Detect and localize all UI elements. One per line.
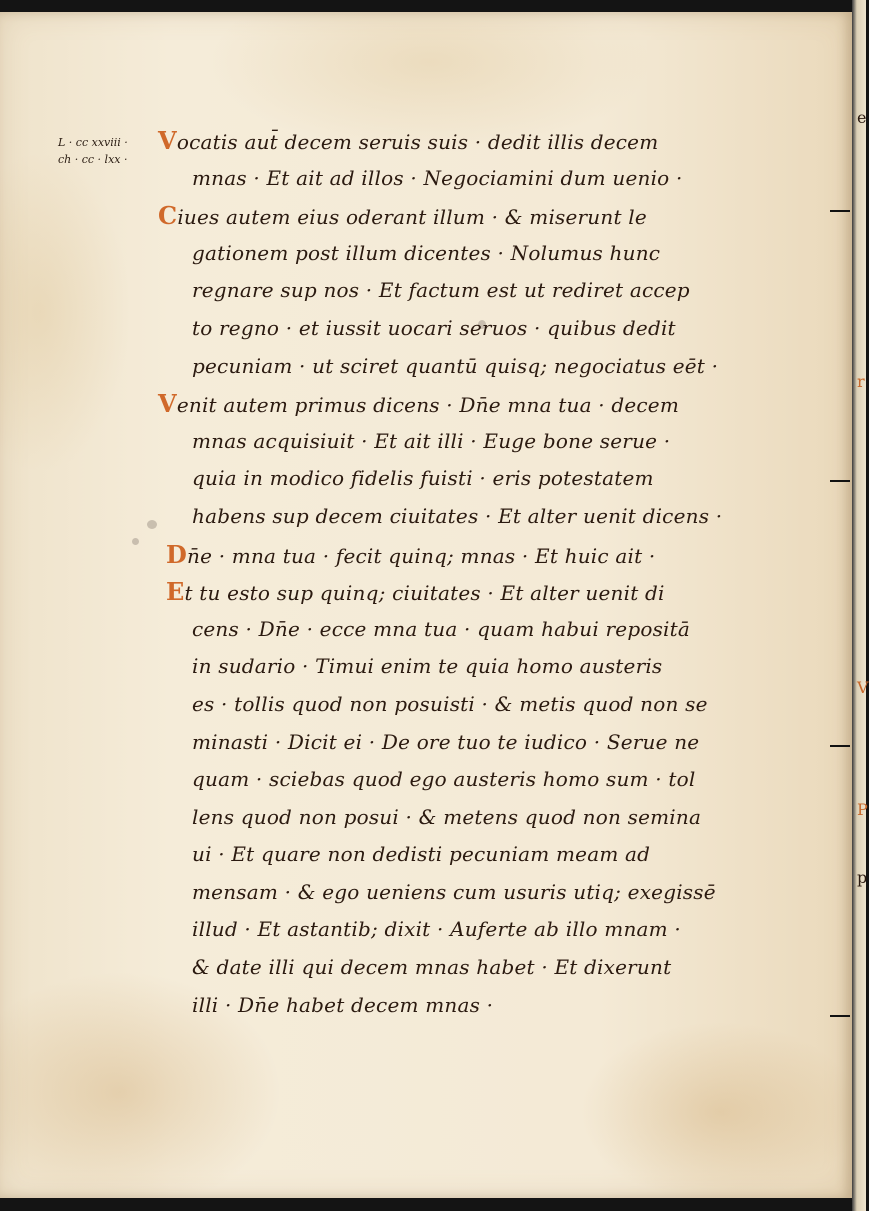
- rubricated-initial: E: [166, 577, 185, 607]
- text-line: & date illi qui decem mnas habet · Et dixerunt: [192, 955, 672, 980]
- text-line: mensam · & ego ueniens cum usuris utiq; exegissē: [192, 879, 716, 904]
- text-line: regnare sup nos · Et factum est ut rediret accep: [192, 278, 690, 303]
- marginal-line: L · cc xxviii ·: [58, 136, 128, 149]
- text-line: mnas · Et ait ad illos · Negociamini dum uenio ·: [192, 165, 683, 190]
- rubricated-initial: V: [158, 126, 177, 155]
- text-line: es · tollis quod non posuisti · & metis quod non se: [192, 691, 708, 716]
- facing-page-edge: [852, 0, 866, 1211]
- text-line: Dn̄e · mna tua · fecit quinq; mnas · Et huic ait ·: [166, 539, 656, 569]
- text-line: to regno · et iussit uocari seruos · quibus dedit: [192, 315, 676, 340]
- manuscript-page: [0, 12, 852, 1198]
- text-line: illud · Et astantib; dixit · Auferte ab illo mnam ·: [192, 917, 681, 942]
- page-tab-mark: [830, 1015, 850, 1017]
- text-line: Et tu esto sup quinq; ciuitates · Et alter uenit di: [166, 577, 665, 607]
- ink-stain: [132, 538, 139, 545]
- text-line: mnas acquisiuit · Et ait illi · Euge bone serue ·: [192, 428, 671, 453]
- text-line: habens sup decem ciuitates · Et alter uenit dicens ·: [192, 503, 723, 528]
- text-line: pecuniam · ut sciret quantū quisq; negociatus eēt ·: [192, 353, 719, 378]
- text-line: lens quod non posui · & metens quod non semina: [192, 804, 702, 829]
- text-line: in sudario · Timui enim te quia homo austeris: [192, 654, 663, 679]
- text-line: cens · Dn̄e · ecce mna tua · quam habui repositā: [192, 616, 690, 641]
- page-tab-mark: [830, 210, 850, 212]
- facing-page-letter: P: [857, 800, 868, 819]
- text-line: quia in modico fidelis fuisti · eris potestatem: [192, 466, 654, 491]
- gospel-text: [158, 122, 798, 1024]
- canon-table-reference: [58, 134, 148, 168]
- text-line: ui · Et quare non dedisti pecuniam meam ad: [192, 842, 651, 867]
- facing-page-letter: V: [857, 678, 869, 697]
- rubricated-initial: C: [158, 201, 178, 231]
- text-line: Ciues autem eius oderant illum · & miserunt le: [158, 201, 647, 231]
- text-line: illi · Dn̄e habet decem mnas ·: [192, 992, 494, 1017]
- facing-page-letter: r: [857, 372, 865, 391]
- rubricated-initial: V: [158, 389, 177, 419]
- ink-stain: [147, 520, 157, 529]
- text-line: Venit autem primus dicens · Dn̄e mna tua · decem: [158, 389, 680, 419]
- text-line: gationem post illum dicentes · Nolumus hunc: [192, 240, 661, 265]
- marginal-line: ch · cc · lxx ·: [58, 153, 128, 166]
- text-line: Vocatis aut̄ decem seruis suis · dedit illis decem: [158, 126, 659, 155]
- text-line: minasti · Dicit ei · De ore tuo te iudico · Serue ne: [192, 729, 700, 754]
- facing-page-letter: e: [857, 108, 867, 127]
- rubricated-initial: D: [166, 539, 188, 569]
- page-tab-mark: [830, 480, 850, 482]
- page-tab-mark: [830, 745, 850, 747]
- facing-page-letter: p: [857, 868, 868, 887]
- text-line: quam · sciebas quod ego austeris homo sum · tol: [192, 767, 696, 792]
